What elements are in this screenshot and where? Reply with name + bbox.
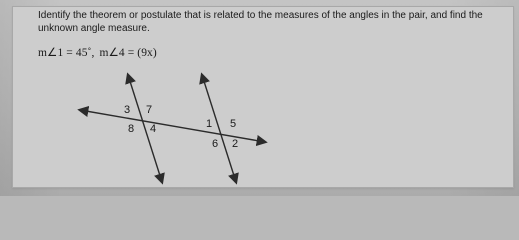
angle-label-5: 5	[230, 118, 237, 130]
prompt-line-2: unknown angle measure.	[38, 23, 150, 34]
prompt-line-1: Identify the theorem or postulate that is related to the measures of the angles in the pair, and find the	[38, 10, 483, 21]
question-prompt	[38, 9, 503, 35]
given-angle-4: m∠4 = (9x)	[99, 47, 157, 59]
angle-label-4: 4	[150, 123, 157, 135]
angle-label-3: 3	[124, 104, 131, 116]
angle-label-8: 8	[128, 123, 135, 135]
angle-label-6: 6	[212, 138, 219, 150]
angle-label-7: 7	[146, 104, 153, 116]
parallel-lines-diagram	[70, 70, 270, 185]
angle-label-2: 2	[232, 138, 239, 150]
angle-label-1: 1	[206, 118, 213, 130]
given-measures	[38, 45, 157, 59]
given-angle-1: m∠1 = 45˚,	[38, 47, 95, 59]
